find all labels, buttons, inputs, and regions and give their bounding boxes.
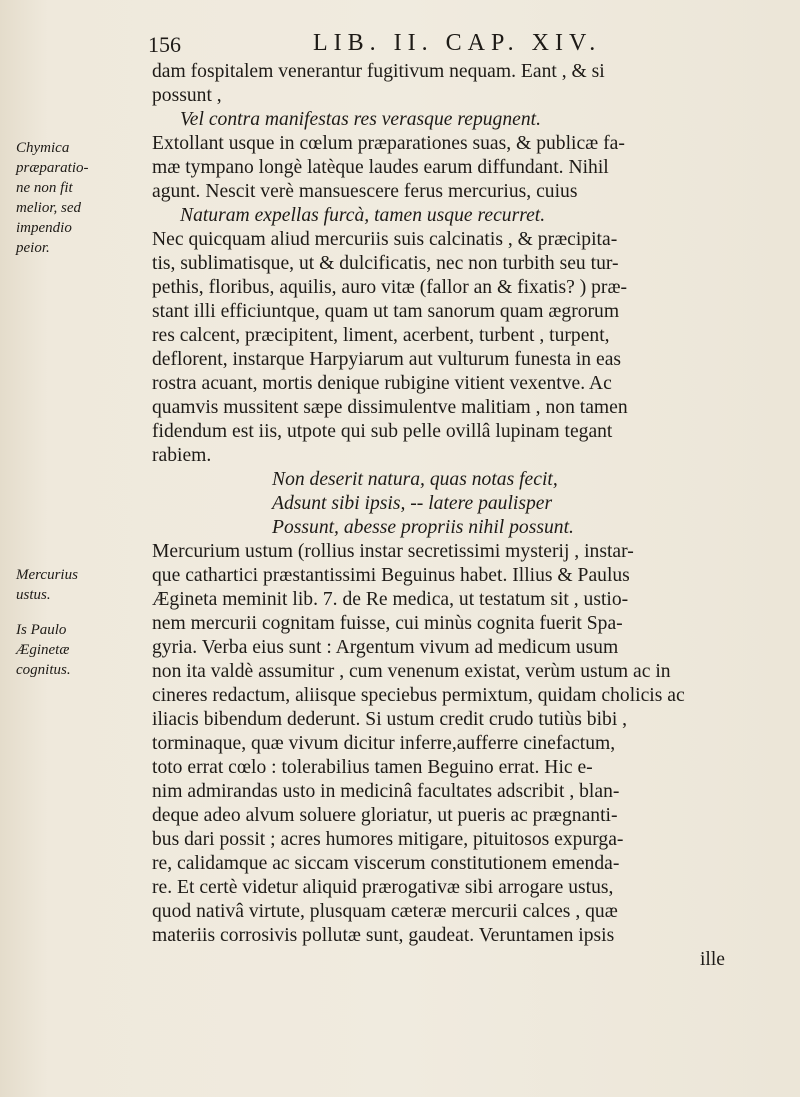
text-line: toto errat cœlo : tolerabilius tamen Beguino errat. Hic e-	[152, 757, 593, 778]
margin-note-line: ne non fit	[16, 180, 73, 196]
margin-note-line: melior, sed	[16, 200, 81, 216]
text-line: bus dari possit ; acres humores mitigare, pituitosos expurga-	[152, 829, 624, 850]
text-line: res calcent, præcipitent, liment, acerbent, turbent , turpent,	[152, 325, 610, 346]
margin-note-paulus	[16, 620, 144, 680]
text-line: Extollant usque in cœlum præparationes suas, & publicæ fa-	[152, 133, 625, 154]
text-line: re, calidamque ac siccam viscerum constitutionem emenda-	[152, 853, 620, 874]
margin-note-line: cognitus.	[16, 662, 71, 678]
text-line: re. Et certè videtur aliquid prærogativæ sibi arrogare ustus,	[152, 877, 614, 898]
verse-line: Adsunt sibi ipsis, -- latere paulisper	[272, 493, 553, 514]
text-line: possunt ,	[152, 85, 222, 106]
text-line: quamvis mussitent sæpe dissimulentve malitiam , non tamen	[152, 397, 628, 418]
margin-note-line: Chymica	[16, 140, 70, 156]
text-line: gyria. Verba eius sunt : Argentum vivum ad medicum usum	[152, 637, 619, 658]
text-line: pethis, floribus, aquilis, auro vitæ (fallor an & fixatis? ) præ-	[152, 277, 628, 298]
text-line: nem mercurii cognitam fuisse, cui minùs cognita fuerit Spa-	[152, 613, 623, 634]
main-text	[152, 60, 727, 972]
margin-note-line: Is Paulo	[16, 622, 67, 638]
margin-note-line: Æginetæ	[16, 642, 70, 658]
catchword: ille	[699, 949, 725, 970]
text-line: deflorent, instarque Harpyiarum aut vulturum funesta in eas	[152, 349, 622, 370]
page-header	[148, 30, 708, 60]
margin-note-line: ustus.	[16, 587, 51, 603]
text-line: rostra acuant, mortis denique rubigine vitient vexentve. Ac	[152, 373, 612, 394]
text-line: quod nativâ virtute, plusquam cæteræ mercurii calces , quæ	[152, 901, 618, 922]
margin-note-line: Mercurius	[16, 567, 78, 583]
text-line: que cathartici præstantissimi Beguinus habet. Illius & Paulus	[152, 565, 630, 586]
text-line: stant illi efficiuntque, quam ut tam sanorum quam ægrorum	[152, 301, 620, 322]
text-line: tis, sublimatisque, ut & dulcificatis, nec non turbith seu tur-	[152, 253, 619, 274]
margin-note-mercurius	[16, 565, 144, 605]
text-line: Ægineta meminit lib. 7. de Re medica, ut testatum sit , ustio-	[152, 589, 629, 610]
text-line: rabiem.	[152, 445, 212, 466]
text-line: mæ tympano longè latèque laudes earum diffundant. Nihil	[152, 157, 609, 178]
verse-line: Possunt, abesse propriis nihil possunt.	[272, 517, 574, 538]
text-line: deque adeo alvum soluere gloriatur, ut pueris ac prægnanti-	[152, 805, 618, 826]
verse-line: Naturam expellas furcà, tamen usque recurret.	[180, 205, 546, 226]
text-line: nim admirandas usto in medicinâ facultates adscribit , blan-	[152, 781, 620, 802]
text-line: Mercurium ustum (rollius instar secretissimi mysterij , instar-	[152, 541, 634, 562]
text-line: Nec quicquam aliud mercuriis suis calcinatis , & præcipita-	[152, 229, 618, 250]
text-line: dam fospitalem venerantur fugitivum nequam. Eant , & si	[152, 61, 605, 82]
page-number: 156	[148, 32, 181, 57]
verse-line: Non deserit natura, quas notas fecit,	[272, 469, 558, 490]
text-line: fidendum est iis, utpote qui sub pelle ovillâ lupinam tegant	[152, 421, 613, 442]
margin-note-line: impendio	[16, 220, 72, 236]
margin-note-line: peior.	[16, 240, 50, 256]
text-line: iliacis bibendum dederunt. Si ustum credit crudo tutiùs bibi ,	[152, 709, 628, 730]
margin-note-chymica	[16, 138, 144, 258]
text-line: cineres redactum, aliisque speciebus permixtum, quidam cholicis ac	[152, 685, 685, 706]
text-line: agunt. Nescit verè mansuescere ferus mercurius, cuius	[152, 181, 578, 202]
margin-note-line: præparatio-	[16, 160, 89, 176]
running-head: LIB. II. CAP. XIV.	[313, 30, 602, 56]
text-line: materiis corrosivis pollutæ sunt, gaudeat. Veruntamen ipsis	[152, 925, 615, 946]
text-line: non ita valdè assumitur , cum venenum existat, verùm ustum ac in	[152, 661, 671, 682]
text-line: torminaque, quæ vivum dicitur inferre,aufferre cinefactum,	[152, 733, 616, 754]
verse-line: Vel contra manifestas res verasque repugnent.	[180, 109, 541, 130]
